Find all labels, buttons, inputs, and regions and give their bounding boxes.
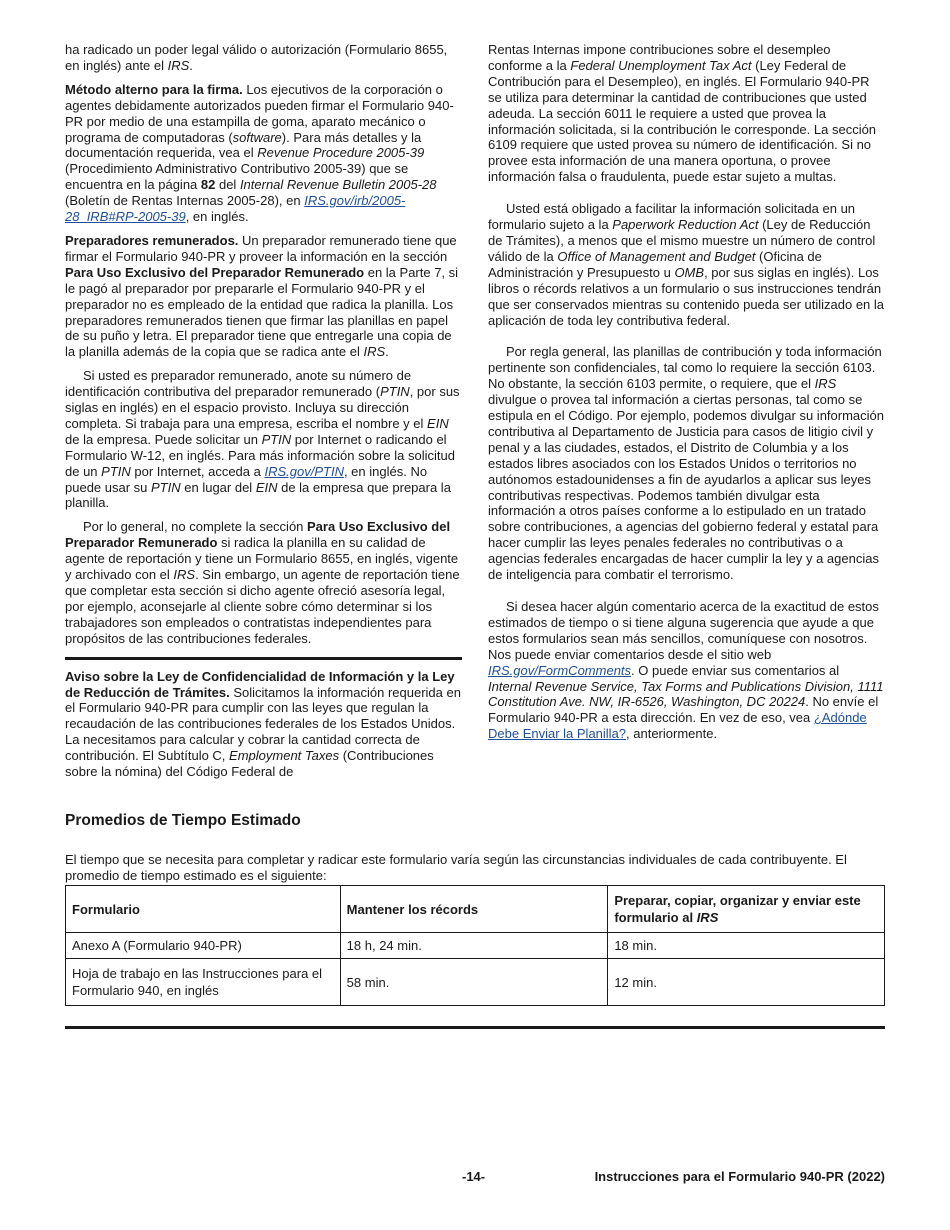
page-number: -14- [462, 1169, 486, 1184]
link-irs-ptin[interactable]: IRS.gov/PTIN [264, 463, 344, 479]
cell-prepare: 18 min. [608, 933, 885, 959]
heading-aviso: Aviso sobre la Ley de Confidencialidad de Información y la Ley de Reducción de Trámites. [65, 668, 455, 700]
paragraph-paperwork: Usted está obligado a facilitar la información solicitada en un formulario sujeto a la Paperwork Reduction Act (Ley de Reducción de Trámites), a menos que el mismo muestre un número de control válido de la Office of Management and Budget (Oficina de Administración y Presupuesto u OMB, por sus siglas en inglés). Los libros o récords relativos a un formulario o sus instrucciones tendrán que ser conservados mientras su contenido pueda ser utilizado en la aplicación de toda ley contributiva federal. [488, 201, 885, 328]
link-adonde-enviar[interactable]: ¿Adónde Debe Enviar la Planilla? [488, 710, 867, 742]
cell-form: Hoja de trabajo en las Instrucciones para el Formulario 940, en inglés [66, 959, 341, 1006]
cell-form: Anexo A (Formulario 940-PR) [66, 933, 341, 959]
footer-title: Instrucciones para el Formulario 940-PR (2022) [594, 1169, 885, 1184]
left-column [65, 42, 462, 788]
paragraph-confidencialidad: Por regla general, las planillas de contribución y toda información pertinente son confidenciales, tal como lo requiere la sección 6103. No obstante, la sección 6103 permite, o requiere, que el IRS divulgue o provea tal información a ciertas personas, tal como se estipula en el Código. Por ejemplo, podemos divulgar su información contributiva al Departamento de Justicia para casos de litigio civil y penal y a las ciudades, estados, el Distrito de Columbia y a los estados libres asociados con los Estados Unidos o territorios no autónomos estadounidenses a fin de ayudarlos a aplicar sus leyes contributivas respectivas. Podemos también divulgar esta información a otros países conforme a lo estipulado en un tratado sobre contribuciones, a agencias del gobierno federal y estatal para hacer cumplir las leyes penales federales no contributivas o a agencias federales encargadas de hacer cumplir la ley y a agencias de inteligencia para combatir el terrorismo. [488, 344, 884, 583]
heading-preparadores: Preparadores remunerados. [65, 232, 239, 248]
right-column [488, 42, 885, 750]
paragraph-poder-legal: ha radicado un poder legal válido o autorización (Formulario 8655, en inglés) ante el IRS. [65, 42, 448, 73]
link-form-comments[interactable]: IRS.gov/FormComments [488, 662, 632, 678]
table-row [66, 959, 885, 1006]
table-header-row [66, 886, 885, 933]
link-irb-2005-28[interactable]: IRS.gov/irb/2005-28_IRB#RP-2005-39 [65, 193, 406, 225]
header-preparar: Preparar, copiar, organizar y enviar este formulario al IRS [608, 886, 885, 933]
paragraph-ptin: Si usted es preparador remunerado, anote su número de identificación contributiva del preparador remunerado (PTIN, por sus siglas en inglés) en el espacio provisto. Incluya su dirección completa. Si trabaja para una empresa, escriba el nombre y el EIN de la empresa. Puede solicitar un PTIN por Internet o radicando el Formulario W-12, en inglés. Para más información sobre la solicitud de un PTIN por Internet, acceda a IRS.gov/PTIN, en inglés. No puede usar su PTIN en lugar del EIN de la empresa que prepara la planilla. [65, 368, 460, 511]
cell-records: 18 h, 24 min. [340, 933, 608, 959]
paragraph-futa: Rentas Internas impone contribuciones sobre el desempleo conforme a la Federal Unemployment Tax Act (Ley Federal de Contribución para el Desempleo), en inglés. El Formulario 940-PR se utiliza para determinar la cantidad de contribuciones que usted adeuda. La sección 6011 le requiere a usted que provea la información solicitada, si la contribución le corresponde. La sección 6109 requiere que usted provea su número de identificación. Si no provee esta información de una manera oportuna, o provee información falsa o fraudulenta, puede estar sujeto a multas. [488, 42, 877, 185]
paragraph-preparadores: Preparadores remunerados. Un preparador remunerado tiene que firmar el Formulario 940-PR y proveer la información en la sección Para Uso Exclusivo del Preparador Remunerado en la Parte 7, si le pagó al preparador por prepararle el Formulario 940-PR y el preparador no es empleado de la entidad que radica la planilla. Los preparadores remunerados tienen que firmar las planillas en papel de su puño y letra. El preparador tiene que entregarle una copia de la planilla además de la copia que se radica ante el IRS. [65, 232, 459, 360]
cell-records: 58 min. [340, 959, 608, 1006]
header-formulario: Formulario [66, 886, 341, 933]
paragraph-aviso-confidencialidad: Aviso sobre la Ley de Confidencialidad de Información y la Ley de Reducción de Trámites. Solicitamos la información requerida en el Formulario 940-PR para cumplir con las leyes que regulan la recaudación de las contribuciones federales de los Estados Unidos. La necesitamos para calcular y cobrar la cantidad correcta de contribución. El Subtítulo C, Employment Taxes (Contribuciones sobre la nómina) del Código Federal de [65, 668, 461, 780]
time-estimates-table [65, 885, 885, 1006]
section-intro: El tiempo que se necesita para completar y radicar este formulario varía según las circunstancias individuales de cada contribuyente. El promedio de tiempo estimado es el siguiente: [65, 852, 847, 883]
heading-metodo-alterno: Método alterno para la firma. [65, 81, 243, 97]
section-title-promedios: Promedios de Tiempo Estimado [65, 812, 301, 829]
header-mantener: Mantener los récords [340, 886, 608, 933]
table-row [66, 933, 885, 959]
section-divider [65, 657, 462, 660]
paragraph-agente-reportacion: Por lo general, no complete la sección Para Uso Exclusivo del Preparador Remunerado si radica la planilla en su calidad de agente de reportación y tiene un Formulario 8655, en inglés, vigente y archivado con el IRS. Sin embargo, un agente de reportación tiene que completar esta sección si dicho agente ofreció asesoría legal, por ejemplo, aconsejarle al cliente sobre cómo determinar si los trabajadores son empleados o contratistas independientes para propósitos de las contribuciones federales. [65, 519, 460, 646]
bottom-divider [65, 1026, 885, 1029]
cell-prepare: 12 min. [608, 959, 885, 1006]
paragraph-comentarios: Si desea hacer algún comentario acerca de la exactitud de estos estimados de tiempo o si tiene alguna sugerencia que ayude a que estos formularios sean más sencillos, comuníquese con nosotros. Nos puede enviar comentarios desde el sitio web IRS.gov/FormComments. O puede enviar sus comentarios al Internal Revenue Service, Tax Forms and Publications Division, 1111 Constitution Ave. NW, IR-6526, Washington, DC 20224. No envíe el Formulario 940-PR a esta dirección. En vez de eso, vea ¿Adónde Debe Enviar la Planilla?, anteriormente. [488, 599, 884, 742]
paragraph-metodo-alterno: Método alterno para la firma. Los ejecutivos de la corporación o agentes debidamente autorizados pueden firmar el Formulario 940-PR por medio de una estampilla de goma, aparato mecánico o programa de computadoras (software). Para más detalles y la documentación requerida, vea el Revenue Procedure 2005-39 (Procedimiento Administrativo Contributivo 2005-39) que se encuentra en la página 82 del Internal Revenue Bulletin 2005-28 (Boletín de Rentas Internas 2005-28), en IRS.gov/irb/2005-28_IRB#RP-2005-39, en inglés. [65, 81, 454, 225]
